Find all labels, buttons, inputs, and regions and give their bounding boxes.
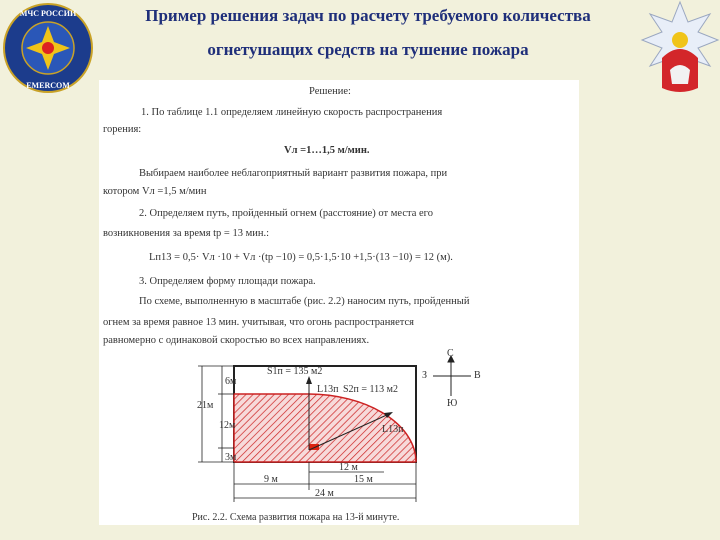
formula-distance: Lп13 = 0,5· Vл ·10 + Vл ·(tр −10) = 0,5·1,5·10 +1,5·(13 −10) = 12 (м). <box>149 252 453 263</box>
dim-3m: 3м <box>225 452 237 463</box>
compass-icon <box>433 356 471 396</box>
step2-line2: возникновения за время tр = 13 мин.: <box>103 228 270 239</box>
slide-title-line2: огнетушащих средств на тушение пожара <box>207 40 529 59</box>
dim-12m-bottom: 12 м <box>339 462 358 473</box>
step1-line2: горения: <box>103 124 142 135</box>
fire-department-emblem-icon <box>640 0 720 96</box>
svg-text:EMERCOM: EMERCOM <box>26 81 70 90</box>
scheme-line3: равномерно с одинаковой скоростью во всех направлениях. <box>103 335 370 346</box>
choose-line2: котором Vл =1,5 м/мин <box>103 186 207 197</box>
mchs-emblem-icon <box>2 2 94 94</box>
dim-9m: 9 м <box>264 474 278 485</box>
scheme-line1: По схеме, выполненную в масштабе (рис. 2.2) наносим путь, пройденный <box>139 296 470 307</box>
label-l-right: L13п <box>382 424 404 435</box>
solution-heading: Решение: <box>309 86 351 97</box>
compass-west: З <box>422 370 428 381</box>
step3-line: 3. Определяем форму площади пожара. <box>139 276 316 287</box>
step1-line1: 1. По таблице 1.1 определяем линейную скорость распространения <box>141 107 443 118</box>
solution-document <box>99 80 579 525</box>
svg-text:МЧС РОССИИ: МЧС РОССИИ <box>19 9 77 18</box>
dim-15m: 15 м <box>354 474 373 485</box>
step2-line1: 2. Определяем путь, пройденный огнем (расстояние) от места его <box>139 208 433 219</box>
choose-line1: Выбираем наиболее неблагоприятный вариант развития пожара, при <box>139 168 448 179</box>
fire-scheme-diagram <box>99 350 579 510</box>
compass-east: В <box>474 370 481 381</box>
dim-24m: 24 м <box>315 488 334 499</box>
formula-speed: Vл =1…1,5 м/мин. <box>284 145 370 156</box>
dim-21m: 21м <box>197 400 214 411</box>
figure-caption: Рис. 2.2. Схема развития пожара на 13-й минуте. <box>192 512 400 523</box>
compass-north: С <box>447 348 454 359</box>
label-s2: S2п = 113 м2 <box>343 384 399 395</box>
label-l-top: L13п <box>317 384 339 395</box>
dim-12m-left: 12м <box>219 420 236 431</box>
compass-south: Ю <box>447 398 458 409</box>
slide-title-line1: Пример решения задач по расчету требуемого количества <box>145 6 591 25</box>
label-s1: S1п = 135 м2 <box>267 366 323 377</box>
scheme-line2: огнем за время равное 13 мин. учитывая, что огонь распространяется <box>103 317 415 328</box>
dim-6m: 6м <box>225 376 237 387</box>
slide-header <box>0 0 720 90</box>
